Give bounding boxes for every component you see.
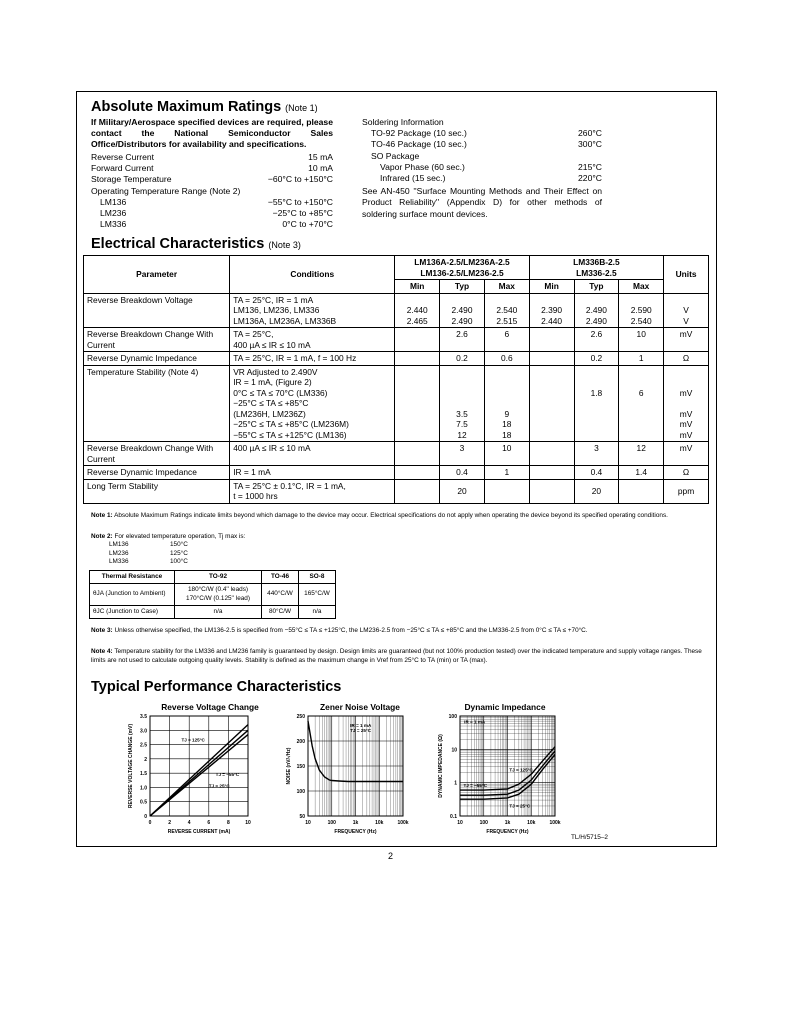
soldering-item: TO-46 Package (10 sec.) 300°C — [371, 139, 602, 150]
conditions-cell: TA = 25°C ± 0.1°C, IR = 1 mA, t = 1000 hrs — [230, 479, 395, 503]
soldering-item: Infrared (15 sec.) 220°C — [380, 173, 602, 184]
y-tick-label: 0 — [144, 814, 147, 820]
x-tick-label: 1k — [504, 820, 511, 826]
value-cell: 0.2 — [440, 352, 485, 366]
table-row — [84, 442, 709, 466]
tj-row: LM236 125°C — [109, 549, 188, 557]
series-label: TJ = 25°C — [509, 803, 531, 809]
x-axis-label: REVERSE CURRENT (mA) — [167, 829, 231, 835]
value-cell: 10 — [484, 442, 529, 466]
parameter-cell: Temperature Stability (Note 4) — [84, 365, 230, 442]
value-cell: 2.6 — [574, 328, 619, 352]
x-tick-label: 4 — [187, 820, 191, 826]
plot-frame — [150, 716, 248, 816]
x-tick-label: 8 — [227, 820, 230, 826]
value-cell: 2.440 2.465 — [395, 293, 440, 328]
value-cell: 20 — [574, 479, 619, 503]
conditions-cell: TA = 25°C, IR = 1 mA, f = 100 Hz — [230, 352, 395, 366]
thermal-cell: 165°C/W — [299, 584, 336, 606]
series-label: TJ = 125°C — [509, 767, 533, 773]
so-package-label: SO Package — [371, 150, 420, 161]
header-group1: LM136A-2.5/LM236A-2.5 LM136-2.5/LM236-2.5 — [395, 256, 529, 280]
value-cell: 9 18 18 — [484, 365, 529, 442]
y-tick-label: 100 — [296, 789, 305, 795]
y-tick-label: 0.5 — [140, 799, 147, 806]
soldering-item: TO-92 Package (10 sec.) 260°C — [371, 128, 602, 139]
value-cell — [395, 352, 440, 366]
y-axis-label: NOISE (nV/√Hz) — [286, 747, 292, 785]
parameter-cell: Reverse Breakdown Voltage — [84, 293, 230, 328]
y-tick-label: 2.5 — [140, 742, 147, 749]
units-cell: mV mV mV mV — [664, 365, 709, 442]
value-cell: 1 — [484, 466, 529, 480]
value-cell: 2.6 — [440, 328, 485, 352]
thermal-row-label: θJA (Junction to Ambient) — [90, 584, 175, 606]
table-row — [84, 293, 709, 328]
value-cell — [484, 479, 529, 503]
table-row — [84, 328, 709, 352]
value-cell: 10 — [619, 328, 664, 352]
amr-op-temp: LM136 −55°C to +150°C — [100, 196, 333, 207]
x-tick-label: 10 — [305, 820, 311, 826]
x-tick-label: 6 — [207, 820, 211, 826]
value-cell: 2.490 2.490 — [574, 293, 619, 328]
parameter-cell: Reverse Dynamic Impedance — [84, 352, 230, 366]
value-cell: 6 — [484, 328, 529, 352]
y-tick-label: 200 — [296, 739, 305, 745]
value-cell: 3 — [440, 442, 485, 466]
value-cell: 1.8 — [574, 365, 619, 442]
value-cell: 0.4 — [574, 466, 619, 480]
tj-row: LM336 100°C — [109, 558, 188, 566]
value-cell: 0.4 — [440, 466, 485, 480]
value-cell: 0.2 — [574, 352, 619, 366]
note-4: Note 4: Temperature stability for the LM336 and LM236 family is guaranteed by design. Design limits are guaranteed (but not 100% production tested) over the indicated temperature and supply voltage ranges. These limits are not used to calculate outgoing quality levels. Stability is defined as the maximum change in Vref from 25°C to TA (min) or TA (max). — [91, 648, 702, 664]
units-cell: mV — [664, 328, 709, 352]
amr-op-temp: LM236 −25°C to +85°C — [100, 208, 333, 219]
ec-heading: Electrical Characteristics (Note 3) — [91, 236, 301, 252]
thermal-resistance-table — [89, 570, 336, 619]
thermal-row-label: θJC (Junction to Case) — [90, 605, 175, 618]
amr-item: Storage Temperature −60°C to +150°C — [91, 174, 333, 185]
x-tick-label: 1k — [352, 820, 359, 826]
value-cell: 1 — [619, 352, 664, 366]
units-cell: ppm — [664, 479, 709, 503]
x-tick-label: 10k — [375, 820, 384, 826]
thermal-header: TO-92 — [175, 571, 262, 584]
annotation: IR = 1 mA — [464, 719, 486, 725]
x-tick-label: 10 — [457, 820, 463, 826]
value-cell: 20 — [440, 479, 485, 503]
value-cell: 3 — [574, 442, 619, 466]
value-cell: 2.490 2.490 — [440, 293, 485, 328]
table-row — [84, 479, 709, 503]
amr-op-temp-label: Operating Temperature Range (Note 2) — [91, 185, 241, 196]
header-min: Min — [529, 280, 574, 294]
x-tick-label: 100 — [327, 820, 336, 826]
graph3-title: Dynamic Impedance — [464, 702, 546, 712]
amr-item: Reverse Current 15 mA — [91, 152, 333, 162]
conditions-cell: TA = 25°C, IR = 1 mA LM136, LM236, LM336 LM136A, LM236A, LM336B — [230, 293, 395, 328]
y-tick-label: 1.0 — [140, 785, 147, 792]
value-cell — [529, 328, 574, 352]
soldering-item: Vapor Phase (60 sec.) 215°C — [380, 161, 602, 172]
y-tick-label: 250 — [296, 714, 305, 720]
header-parameter: Parameter — [84, 256, 230, 294]
thermal-cell: 440°C/W — [262, 584, 299, 606]
series-label: TJ = −55°C — [463, 782, 488, 788]
value-cell: 2.540 2.515 — [484, 293, 529, 328]
header-typ: Typ — [440, 280, 485, 294]
amr-item: Forward Current 10 mA — [91, 163, 333, 174]
value-cell — [395, 479, 440, 503]
value-cell: 1.4 — [619, 466, 664, 480]
reverse-voltage-chart — [120, 710, 290, 840]
value-cell — [395, 328, 440, 352]
parameter-cell: Long Term Stability — [84, 479, 230, 503]
value-cell — [529, 479, 574, 503]
graph2-title: Zener Noise Voltage — [320, 702, 400, 712]
thermal-cell: 80°C/W — [262, 605, 299, 618]
soldering-note: See AN-450 ''Surface Mounting Methods and Their Effect on Product Reliability'' (Appendix D) for other methods of soldering surface mount devices. — [362, 186, 602, 219]
y-axis-label: DYNAMIC IMPEDANCE (Ω) — [438, 734, 444, 798]
value-cell — [529, 352, 574, 366]
y-axis-label: REVERSE VOLTAGE CHANGE (mV) — [128, 723, 134, 809]
parameter-cell: Reverse Breakdown Change With Current — [84, 328, 230, 352]
x-tick-label: 10 — [245, 820, 251, 826]
dynamic-impedance-chart — [428, 710, 568, 840]
series-label: TJ = 125°C — [181, 737, 205, 743]
series-label: TJ = −55°C — [215, 772, 240, 777]
thermal-header: Thermal Resistance — [90, 571, 175, 584]
y-tick-label: 2 — [144, 756, 147, 763]
x-tick-label: 100k — [397, 820, 409, 826]
units-cell: Ω — [664, 352, 709, 366]
parameter-cell: Reverse Breakdown Change With Current — [84, 442, 230, 466]
x-tick-label: 100k — [549, 820, 561, 826]
value-cell — [529, 365, 574, 442]
tpc-heading: Typical Performance Characteristics — [91, 679, 342, 695]
table-row — [84, 365, 709, 442]
value-cell — [529, 442, 574, 466]
conditions-cell: 400 µA ≤ IR ≤ 10 mA — [230, 442, 395, 466]
value-cell — [395, 466, 440, 480]
note-3: Note 3: Unless otherwise specified, the LM136-2.5 is specified from −55°C ≤ TA ≤ +125°C, the LM236-2.5 from −25°C ≤ TA ≤ +85°C and the LM336-2.5 from 0°C ≤ TA ≤ +70°C. — [91, 627, 588, 634]
x-axis-label: FREQUENCY (Hz) — [486, 829, 529, 835]
conditions-cell: VR Adjusted to 2.490V IR = 1 mA, (Figure 2) 0°C ≤ TA ≤ 70°C (LM336) −25°C ≤ TA ≤ +85°C (LM236H, LM236Z) −25°C ≤ TA ≤ +85°C (LM236M) −55°C ≤ TA ≤ +125°C (LM136) — [230, 365, 395, 442]
header-max: Max — [484, 280, 529, 294]
value-cell: 0.6 — [484, 352, 529, 366]
thermal-header: SO-8 — [299, 571, 336, 584]
value-cell: 2.390 2.440 — [529, 293, 574, 328]
ec-body — [84, 293, 709, 503]
thermal-header: TO-46 — [262, 571, 299, 584]
x-axis-label: FREQUENCY (Hz) — [334, 829, 377, 835]
note-1: Note 1: Absolute Maximum Ratings indicate limits beyond which damage to the device may occur. Electrical specifications do not apply when operating the device beyond its specified operating conditions. — [91, 512, 668, 519]
amr-heading: Absolute Maximum Ratings (Note 1) — [91, 99, 318, 115]
parameter-cell: Reverse Dynamic Impedance — [84, 466, 230, 480]
zener-noise-chart — [278, 710, 418, 840]
table-row — [84, 352, 709, 366]
value-cell: 2.590 2.540 — [619, 293, 664, 328]
units-cell: V V — [664, 293, 709, 328]
y-tick-label: 150 — [296, 764, 305, 770]
value-cell: 3.5 7.5 12 — [440, 365, 485, 442]
conditions-cell: TA = 25°C, 400 µA ≤ IR ≤ 10 mA — [230, 328, 395, 352]
y-tick-label: 3.5 — [140, 714, 147, 720]
x-tick-label: 100 — [479, 820, 488, 826]
value-cell — [529, 466, 574, 480]
value-cell: 6 — [619, 365, 664, 442]
value-cell — [619, 479, 664, 503]
thermal-cell: n/a — [175, 605, 262, 618]
soldering-block — [362, 117, 602, 220]
thermal-cell: n/a — [299, 605, 336, 618]
units-cell: mV — [664, 442, 709, 466]
y-tick-label: 1 — [454, 780, 457, 787]
soldering-title: Soldering Information — [362, 117, 444, 127]
x-tick-label: 2 — [168, 820, 171, 826]
y-tick-label: 100 — [448, 714, 457, 720]
tj-list — [109, 541, 188, 567]
amr-warning: If Military/Aerospace specified devices are required, please contact the National Semiconductor Sales Office/Distributors for availability and specifications. — [91, 117, 333, 150]
conditions-cell: IR = 1 mA — [230, 466, 395, 480]
amr-list — [91, 152, 333, 230]
amr-op-temp: LM336 0°C to +70°C — [100, 219, 333, 230]
header-units: Units — [664, 256, 709, 294]
graph1-title: Reverse Voltage Change — [161, 702, 259, 712]
page-number: 2 — [388, 851, 394, 861]
table-row — [84, 466, 709, 480]
header-group2: LM336B-2.5 LM336-2.5 — [529, 256, 663, 280]
note-2: Note 2: For elevated temperature operation, Tj max is: — [91, 533, 246, 540]
electrical-characteristics-table — [83, 255, 709, 504]
x-tick-label: 10k — [527, 820, 536, 826]
tj-row: LM136 150°C — [109, 541, 188, 548]
value-cell — [395, 442, 440, 466]
y-tick-label: 3.0 — [140, 728, 147, 735]
y-tick-label: 1.5 — [140, 771, 147, 778]
header-conditions: Conditions — [230, 256, 395, 294]
header-max: Max — [619, 280, 664, 294]
series-label: TJ = 25°C — [208, 783, 230, 789]
figure-id: TL/H/5715–2 — [571, 834, 608, 841]
x-tick-label: 0 — [148, 820, 152, 826]
y-tick-label: 0.1 — [450, 814, 457, 820]
header-typ: Typ — [574, 280, 619, 294]
annotation: IR = 1 mA — [350, 723, 372, 728]
value-cell: 12 — [619, 442, 664, 466]
thermal-cell: 180°C/W (0.4'' leads) 170°C/W (0.125'' lead) — [175, 584, 262, 606]
annotation: TJ = 25°C — [350, 728, 372, 733]
units-cell: Ω — [664, 466, 709, 480]
header-min: Min — [395, 280, 440, 294]
y-tick-label: 10 — [451, 747, 457, 754]
value-cell — [395, 365, 440, 442]
y-tick-label: 50 — [299, 814, 305, 820]
